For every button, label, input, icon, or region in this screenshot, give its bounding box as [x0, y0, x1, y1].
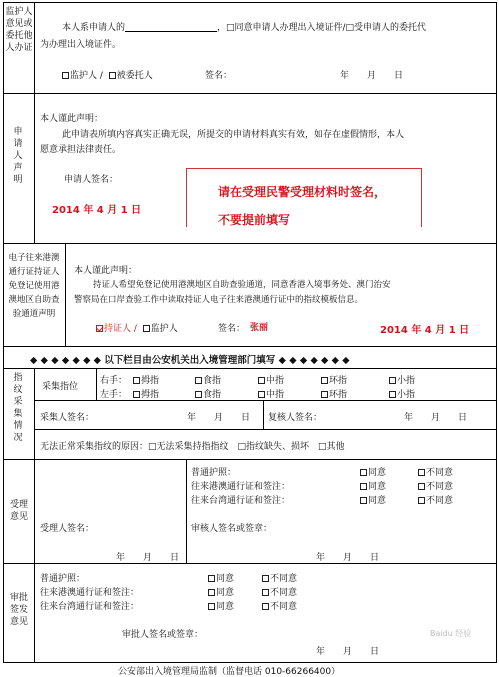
- section-label-guardian: 监护人意见或委托他人办证: [5, 7, 33, 53]
- finger-label: 食指: [203, 376, 222, 386]
- disagree-option[interactable]: [418, 479, 453, 492]
- ehk-body2: 警察局在口岸查验工作中读取持证人电子往来港澳通行证中的指纹模板信息。: [74, 295, 364, 305]
- agree-checkbox[interactable]: [208, 589, 215, 596]
- ehk-body1: 持证人希望免登记使用港澳地区自助查验通道，同意香港入境事务处、澳门治安: [93, 280, 391, 290]
- agree-checkbox[interactable]: [360, 469, 367, 476]
- agent-role-label: 被委托人: [116, 71, 153, 81]
- acceptor-sign-label: 受理人签名：: [40, 524, 95, 534]
- finger-label: 环指: [329, 376, 348, 386]
- finger-checkbox[interactable]: [195, 377, 202, 384]
- accept-r1: 普通护照：: [191, 468, 237, 478]
- disagree-label: 不同意: [270, 588, 298, 598]
- right-finger-option[interactable]: [258, 373, 284, 386]
- disagree-checkbox[interactable]: [262, 589, 269, 596]
- disagree-label: 不同意: [426, 482, 454, 492]
- finger-label: 拇指: [141, 376, 160, 386]
- finger-label: 食指: [203, 390, 222, 400]
- finger-checkbox[interactable]: [258, 391, 265, 398]
- divider: [34, 429, 497, 430]
- finger-checkbox[interactable]: [258, 377, 265, 384]
- finger-label: 中指: [266, 376, 285, 386]
- guardian-line2: 为办理出入境证件。: [40, 40, 122, 50]
- finger-label: 环指: [329, 390, 348, 400]
- guardian-checkbox[interactable]: [62, 72, 69, 79]
- declaration-body2: 愿意承担法律责任。: [40, 145, 122, 155]
- agree-option[interactable]: [208, 585, 234, 598]
- left-finger-option[interactable]: [389, 387, 415, 400]
- agree-label: 同意: [216, 588, 235, 598]
- guardian-line1: [62, 20, 426, 33]
- left-finger-option[interactable]: [133, 387, 159, 400]
- ehk-guardian-label: 监护人: [150, 324, 178, 334]
- divider: [3, 459, 497, 460]
- agent-checkbox[interactable]: [109, 72, 116, 79]
- agree-checkbox[interactable]: [208, 575, 215, 582]
- agree-label: 同意: [216, 574, 235, 584]
- disagree-label: 不同意: [270, 602, 298, 612]
- agree-label: 同意: [368, 482, 387, 492]
- agree-label: 同意: [368, 468, 387, 478]
- ehk-date: 2014 年 4 月 1 日: [380, 325, 470, 336]
- section-label-fingerprint: 指纹采集情况: [13, 373, 23, 443]
- guardian-consent-text: ，□同意申请人办理出入境证件/□受申请人的委托代: [217, 23, 427, 33]
- section-label-acceptance: 受理意见: [9, 500, 28, 522]
- left-finger-option[interactable]: [321, 387, 347, 400]
- disagree-option[interactable]: [418, 493, 453, 506]
- note-line1: 请在受理民警受理材料时签名，: [218, 185, 387, 199]
- reviewer-date: 年 月 日: [404, 413, 468, 423]
- finger-checkbox[interactable]: [321, 377, 328, 384]
- divider: [96, 368, 97, 400]
- ehk-sign-label: 签名：: [218, 324, 246, 334]
- guardian-role-label: 监护人 /: [70, 71, 103, 81]
- agree-option[interactable]: [360, 465, 386, 478]
- accept-r2: 往来港澳通行证和签注：: [191, 482, 291, 492]
- applicant-sign-date: 2014 年 4 月 1 日: [52, 205, 142, 216]
- agree-label: 同意: [216, 602, 235, 612]
- finger-label: 中指: [266, 390, 285, 400]
- left-finger-option[interactable]: [258, 387, 284, 400]
- finger-checkbox[interactable]: [133, 391, 140, 398]
- approver-sign-label: 审批人签名或签章：: [122, 630, 204, 640]
- disagree-option[interactable]: [418, 465, 453, 478]
- finger-checkbox[interactable]: [389, 391, 396, 398]
- relation-input[interactable]: [125, 22, 217, 32]
- guardian-role-row: [62, 68, 153, 81]
- finger-checkbox[interactable]: [389, 377, 396, 384]
- reviewer-sign-label: 复核人签名：: [268, 413, 323, 423]
- finger-label: 小指: [397, 390, 416, 400]
- disagree-checkbox[interactable]: [418, 469, 425, 476]
- disagree-option[interactable]: [262, 599, 297, 612]
- applicant-sign-label: 申请人签名：: [64, 175, 119, 185]
- ehk-signature: 张丽: [250, 323, 269, 333]
- finger-checkbox[interactable]: [321, 391, 328, 398]
- ehk-title: 本人谨此声明：: [74, 266, 138, 276]
- finger-checkbox[interactable]: [133, 377, 140, 384]
- divider: [3, 563, 497, 564]
- disagree-label: 不同意: [270, 574, 298, 584]
- ehk-role-row: [96, 321, 178, 334]
- footer-supervisor: 公安部出入境管理局监制（监督电话 010-66266400）: [118, 667, 341, 677]
- watermark: Baidu 经验: [430, 629, 472, 638]
- right-finger-option[interactable]: [195, 373, 221, 386]
- section-label-approval: 审批签发意见: [9, 593, 28, 627]
- auditor-sign-label: 审核人签名或签章：: [191, 524, 273, 534]
- agree-option[interactable]: [208, 571, 234, 584]
- right-finger-option[interactable]: [321, 373, 347, 386]
- office-use-banner: ◆ ◆ ◆ ◆ ◆ ◆ ◆ 以下栏目由公安机关出入境管理部门填写 ◆ ◆ ◆ ◆ ◆ ◆ ◆: [30, 355, 350, 366]
- fingerprint-fail-reason: 无法正常采集指纹的原因：□无法采集持指指纹 □指纹缺失、损坏 □其他: [40, 442, 345, 452]
- left-hand-label: 左手：: [100, 390, 128, 400]
- guardian-relation-label: 本人系申请人的: [62, 23, 126, 33]
- agree-option[interactable]: [208, 599, 234, 612]
- auditor-date: 年 月 日: [316, 553, 380, 563]
- divider: [3, 346, 497, 347]
- ehk-guardian-checkbox[interactable]: [143, 325, 150, 332]
- divider: [3, 93, 497, 94]
- guardian-date: 年 月 日: [340, 71, 404, 81]
- holder-label: 持证人 /: [104, 324, 137, 334]
- section-label-ehk: 电子往来港澳通行证持证人免登记使用港澳地区自助查验通道声明: [8, 253, 60, 319]
- divider: [3, 368, 497, 369]
- approve-r3: 往来台湾通行证和签注：: [40, 602, 140, 612]
- agree-option[interactable]: [360, 493, 386, 506]
- accept-r3: 往来台湾通行证和签注：: [191, 496, 291, 506]
- finger-checkbox[interactable]: [195, 391, 202, 398]
- approver-date: 年 月 日: [316, 647, 380, 657]
- collector-date: 年 月 日: [187, 413, 251, 423]
- approve-r1: 普通护照：: [40, 574, 86, 584]
- finger-label: 小指: [397, 376, 416, 386]
- collector-sign-label: 采集人签名：: [40, 413, 95, 423]
- finger-position-label: 采集指位: [42, 382, 79, 392]
- left-finger-option[interactable]: [195, 387, 221, 400]
- agree-checkbox[interactable]: [208, 603, 215, 610]
- holder-checkbox-checked[interactable]: [96, 325, 103, 332]
- finger-label: 拇指: [141, 390, 160, 400]
- divider: [3, 243, 497, 244]
- note-line2: 不要提前填写: [218, 213, 291, 227]
- disagree-option[interactable]: [262, 571, 297, 584]
- disagree-checkbox[interactable]: [262, 575, 269, 582]
- agree-checkbox[interactable]: [360, 497, 367, 504]
- agree-label: 同意: [368, 496, 387, 506]
- disagree-label: 不同意: [426, 468, 454, 478]
- disagree-option[interactable]: [262, 585, 297, 598]
- label-col-line: [34, 368, 35, 663]
- right-hand-label: 右手：: [100, 376, 128, 386]
- right-finger-option[interactable]: [389, 373, 415, 386]
- disagree-label: 不同意: [426, 496, 454, 506]
- section-label-applicant: 申请人声明: [13, 127, 23, 185]
- disagree-checkbox[interactable]: [418, 497, 425, 504]
- label-col-line: [65, 243, 66, 346]
- acceptor-date: 年 月 日: [116, 553, 180, 563]
- declaration-title: 本人谨此声明：: [40, 114, 104, 124]
- disagree-checkbox[interactable]: [262, 603, 269, 610]
- right-finger-option[interactable]: [133, 373, 159, 386]
- agree-checkbox[interactable]: [360, 483, 367, 490]
- agree-option[interactable]: [360, 479, 386, 492]
- divider: [263, 400, 264, 429]
- divider: [186, 459, 187, 563]
- disagree-checkbox[interactable]: [418, 483, 425, 490]
- declaration-body1: 此申请表所填内容真实正确无误，所提交的申请材料真实有效，如存在虚假情形，本人: [62, 130, 405, 140]
- label-col-line: [34, 2, 35, 243]
- divider: [34, 400, 497, 401]
- guardian-sign-label: 签名：: [205, 71, 233, 81]
- approve-r2: 往来港澳通行证和签注：: [40, 588, 140, 598]
